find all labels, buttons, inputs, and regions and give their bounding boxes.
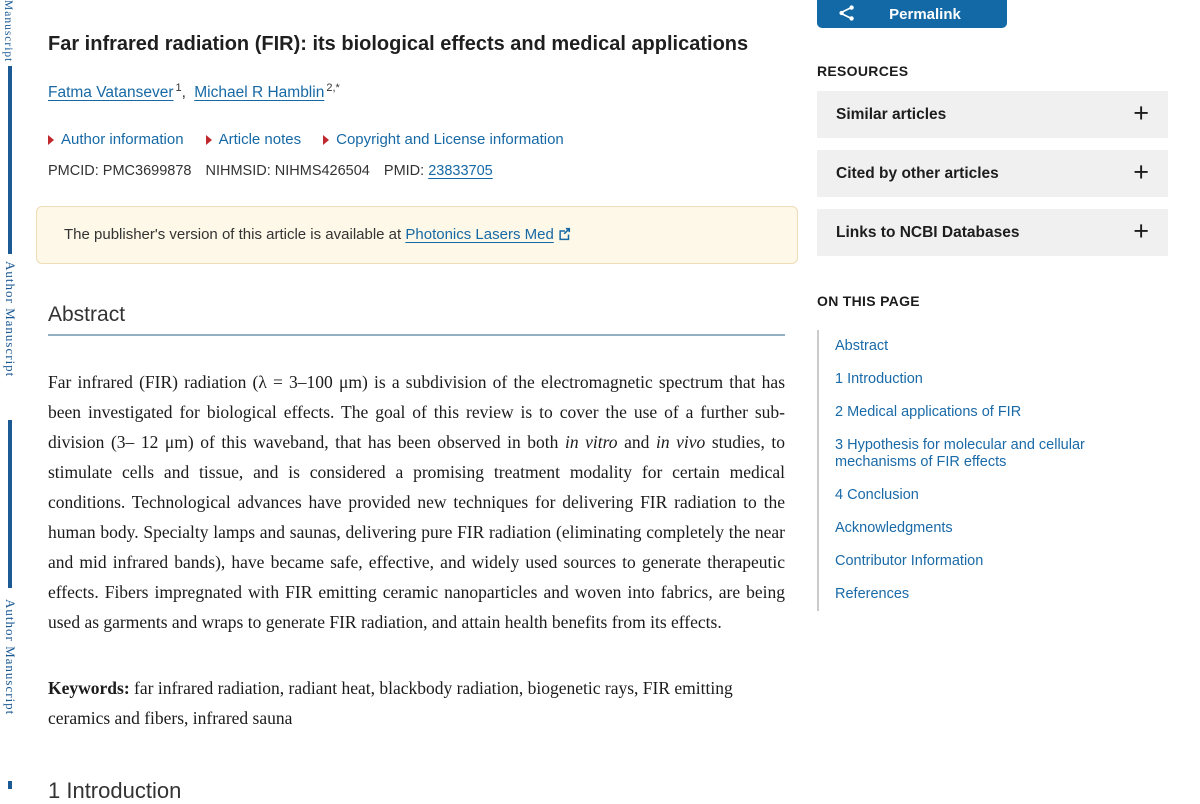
accordion-label: Cited by other articles (836, 164, 999, 182)
toggle-label: Author information (61, 131, 184, 148)
italic-in-vitro: in vitro (564, 432, 618, 452)
plus-icon: + (1133, 156, 1149, 187)
publisher-notice-text: The publisher's version of this article is available at (64, 226, 406, 243)
manuscript-watermark: Author Manuscript (3, 261, 18, 378)
plus-icon: + (1133, 215, 1149, 246)
article-title: Far infrared radiation (FIR): its biological effects and medical applications (48, 33, 749, 55)
toc-item-medical-applications[interactable]: 2 Medical applications of FIR (835, 404, 1022, 420)
copyright-license-toggle[interactable] (323, 131, 564, 148)
manuscript-rail-line (8, 781, 12, 789)
toc-item-contributor-information[interactable]: Contributor Information (835, 553, 984, 569)
article-notes-toggle[interactable] (206, 131, 302, 148)
plus-icon: + (1133, 97, 1149, 128)
pmcid-group: PMCID: PMC3699878 (48, 163, 192, 179)
italic-in-vivo: in vivo (655, 432, 706, 452)
keywords-text: far infrared radiation, radiant heat, blackbody radiation, biogenetic rays, FIR emitting ceramics and fibers, infrared sauna (48, 678, 733, 728)
permalink-button[interactable] (817, 0, 1007, 28)
manuscript-rail-line (8, 420, 12, 588)
on-this-page-nav (817, 330, 1168, 611)
pmid-link[interactable]: 23833705 (428, 163, 493, 179)
publisher-journal-link[interactable]: Photonics Lasers Med (405, 226, 554, 243)
toc-item-abstract[interactable]: Abstract (835, 338, 889, 354)
toc-item-references[interactable]: References (835, 586, 910, 602)
nihmsid-group: NIHMSID: NIHMS426504 (205, 163, 370, 179)
abstract-heading: Abstract (48, 303, 126, 326)
author-link-fatma-vatansever[interactable]: Fatma Vatansever (48, 84, 174, 101)
cited-by-accordion[interactable] (817, 150, 1168, 197)
author-list (48, 82, 785, 102)
accordion-label: Similar articles (836, 105, 947, 123)
author-superscript: 2,* (326, 82, 340, 94)
sidebar (817, 0, 1168, 611)
abstract-divider (48, 334, 785, 336)
keywords-paragraph (48, 673, 785, 733)
author-information-toggle[interactable] (48, 131, 184, 148)
author-link-michael-r-hamblin[interactable]: Michael R Hamblin (194, 84, 325, 101)
toggle-label: Copyright and License information (336, 131, 564, 148)
toc-item-conclusion[interactable]: 4 Conclusion (835, 487, 919, 503)
ncbi-links-accordion[interactable] (817, 209, 1168, 256)
on-this-page-heading: ON THIS PAGE (817, 293, 920, 309)
resources-heading: RESOURCES (817, 63, 909, 79)
article-main-column (48, 0, 785, 804)
nihmsid-value: NIHMS426504 (274, 163, 370, 179)
disclosure-triangle-icon (48, 135, 54, 145)
manuscript-watermark-partial: Manuscript (2, 0, 14, 63)
manuscript-rail-line (8, 66, 12, 254)
toggle-label: Article notes (218, 131, 302, 148)
disclosure-triangle-icon (206, 135, 212, 145)
toc-item-introduction[interactable]: 1 Introduction (835, 371, 923, 387)
permalink-label: Permalink (889, 5, 961, 23)
disclosure-triangle-icon (323, 135, 329, 145)
article-info-toggles (48, 131, 785, 148)
introduction-heading: 1 Introduction (48, 778, 182, 803)
share-icon (837, 3, 857, 26)
keywords-label: Keywords: (48, 678, 130, 698)
article-identifiers (48, 163, 785, 179)
author-superscript: 1 (175, 82, 182, 94)
similar-articles-accordion[interactable] (817, 91, 1168, 138)
pmcid-value: PMC3699878 (102, 163, 192, 179)
publisher-version-notice (36, 206, 798, 264)
author-separator: , (181, 84, 186, 101)
author-manuscript-rail (0, 0, 26, 789)
pmid-group: PMID: 23833705 (383, 163, 493, 179)
external-link-icon (558, 227, 571, 244)
accordion-label: Links to NCBI Databases (836, 223, 1020, 241)
toc-item-acknowledgments[interactable]: Acknowledgments (835, 520, 953, 536)
toc-item-hypothesis[interactable]: 3 Hypothesis for molecular and cellular mechanisms of FIR effects (835, 437, 1085, 470)
manuscript-watermark: Author Manuscript (3, 599, 18, 716)
abstract-paragraph: Far infrared (FIR) radiation (λ = 3–100 μm) is a subdivision of the electromagnetic spectrum that has been investigated for biological effects. The goal of this review is to cover the use of a further sub-division (3– 12 μm) of this waveband, that has been observed in both in vitro and in vivo studies, to stimulate cells and tissue, and is considered a promising treatment modality for certain medical conditions. Technological advances have provided new techniques for delivering FIR radiation to the human body. Specialty lamps and saunas, delivering pure FIR radiation (eliminating completely the near and mid infrared bands), have became safe, effective, and widely used sources to generate therapeutic effects. Fibers impregnated with FIR emitting ceramic nanoparticles and woven into fabrics, are being used as garments and wraps to generate FIR radiation, and attain health benefits from its effects. (48, 372, 785, 632)
